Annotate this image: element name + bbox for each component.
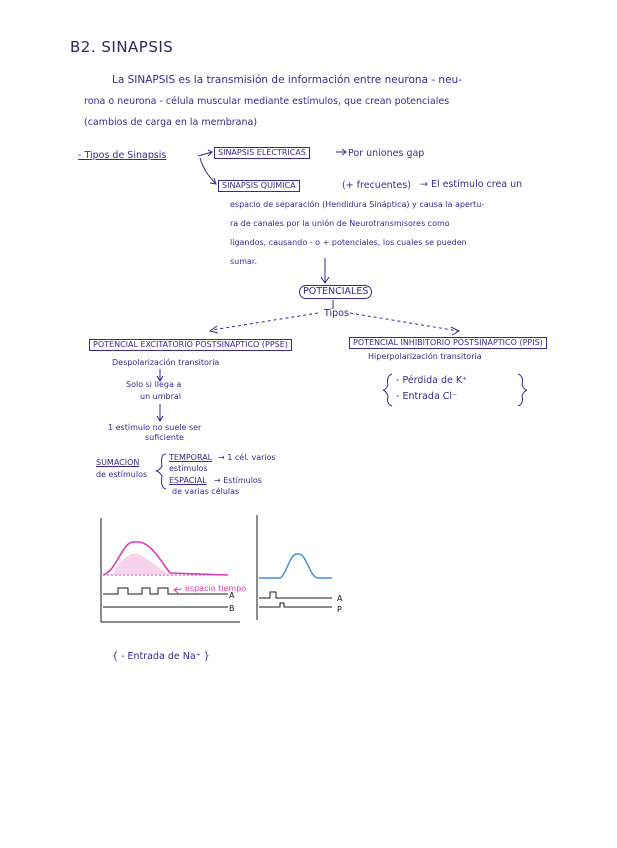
potenciales-box: POTENCIALES [299, 285, 372, 299]
bottom-note: { - Entrada de Na⁺ } [112, 651, 210, 662]
espacial-desc-1: → Estímulos [214, 476, 262, 485]
sinapsis-quimica-desc-2: espacio de separación (Hendidura Sináptica) y causa la apertu- [230, 200, 485, 209]
graph-left-label-a: A [229, 591, 235, 600]
ppis-desc: Hiperpolarización transitoria [368, 352, 482, 361]
ppse-step-1b: un umbral [140, 392, 182, 401]
branch-left [212, 313, 318, 330]
ppse-step-1a: Solo si llega a [126, 380, 182, 389]
ppse-step-2b: suficiente [145, 433, 184, 442]
ppse-box: POTENCIAL EXCITATORIO POSTSINÁPTICO (PPSE) [89, 339, 292, 351]
graph-right-label-p: P [337, 605, 342, 614]
graph-right-trace-a [259, 592, 332, 598]
graph-right-trace-p [259, 603, 332, 607]
temporal-desc-2: estímulos [169, 464, 208, 473]
graph-left-trace-a [103, 588, 228, 594]
sinapsis-quimica-desc-5: sumar. [230, 257, 258, 266]
graph-left-label-b: B [229, 604, 235, 613]
graph-left-shaded [112, 554, 170, 575]
tipos-label: Tipos [324, 308, 349, 319]
espacial-label: ESPACIAL [169, 476, 207, 485]
ppis-item-2: - Entrada Cl⁻ [396, 391, 458, 402]
ppis-item-1: - Pérdida de K⁺ [396, 375, 468, 386]
sinapsis-electrica-box: SINAPSIS ELÉCTRICAS [214, 147, 310, 159]
temporal-label: TEMPORAL [169, 453, 213, 462]
sinapsis-quimica-desc-1: → El estímulo crea un [420, 179, 523, 190]
ppis-box: POTENCIAL INHIBITORIO POSTSINÁPTICO (PPIS) [349, 337, 547, 349]
graph-right [257, 515, 332, 620]
branch-right [350, 313, 458, 331]
types-label: - Tipos de Sinapsis [78, 150, 167, 161]
temporal-desc-1: → 1 cél. varios [218, 453, 276, 462]
sumacion-label: SUMACIÓN [96, 458, 140, 467]
graph-right-curve [259, 554, 332, 578]
intro-line-3: (cambios de carga en la membrana) [84, 117, 258, 128]
sinapsis-electrica-desc: Por uniones gap [348, 148, 425, 159]
arrow-to-quimica [200, 158, 216, 184]
ppse-step-2a: 1 estímulo no suele ser [108, 423, 202, 432]
sumacion-sublabel: de estímulos [96, 470, 148, 479]
espacial-desc-2: de varias células [172, 487, 240, 496]
intro-line-2: rona o neurona - célula muscular mediante estímulos, que crean potenciales [84, 96, 450, 107]
ppse-desc: Despolarización transitoria [112, 358, 220, 367]
sinapsis-quimica-desc-3: ra de canales por la unión de Neurotransmisores como [230, 219, 450, 228]
intro-line-1: La SINAPSIS es la transmisión de información entre neurona - neu- [112, 74, 462, 86]
sinapsis-quimica-box: SINAPSIS QUÍMICA [218, 180, 300, 192]
graph-right-label-a: A [337, 594, 343, 603]
page-title: B2. SINAPSIS [70, 38, 174, 56]
graph-left-annotation: espacio tiempo [185, 584, 247, 593]
sumacion-brace [156, 454, 166, 489]
sinapsis-quimica-note: (+ frecuentes) [342, 180, 411, 191]
sinapsis-quimica-desc-4: ligandos, causando - o + potenciales, los cuales se pueden [230, 238, 467, 247]
